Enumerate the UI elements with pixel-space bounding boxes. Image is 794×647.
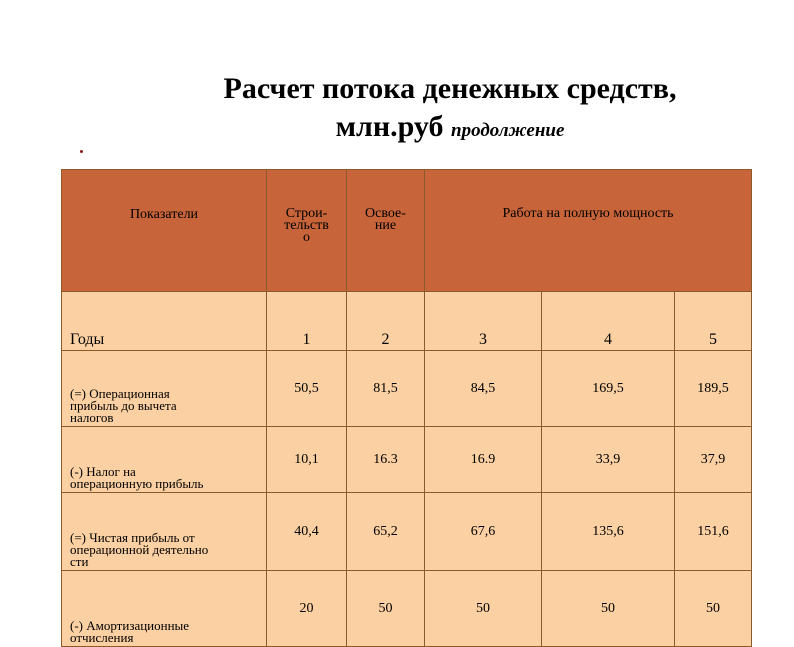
year-cell: 4	[542, 292, 675, 351]
year-cell: 2	[347, 292, 425, 351]
value-cell: 50	[425, 571, 542, 647]
value-cell: 84,5	[425, 351, 542, 427]
slide-title-line2	[150, 110, 750, 148]
value-cell: 189,5	[675, 351, 752, 427]
table-row	[62, 493, 752, 571]
value-cell: 67,6	[425, 493, 542, 571]
row-label: (-) Налог на операционную прибыль	[62, 427, 267, 493]
header-development: Освое- ние	[347, 170, 425, 292]
table-row	[62, 571, 752, 647]
table-row	[62, 351, 752, 427]
year-cell: 5	[675, 292, 752, 351]
value-cell: 50	[347, 571, 425, 647]
slide-title: Расчет потока денежных средств,	[223, 72, 677, 105]
value-cell: 50	[675, 571, 752, 647]
years-label: Годы	[62, 292, 267, 351]
year-cell: 3	[425, 292, 542, 351]
value-cell: 16.9	[425, 427, 542, 493]
value-cell: 10,1	[267, 427, 347, 493]
header-row	[62, 170, 752, 292]
table-row	[62, 427, 752, 493]
header-full-capacity: Работа на полную мощность	[425, 170, 752, 292]
row-label: (=) Чистая прибыль от операционной деятельно сти	[62, 493, 267, 571]
header-indicators: Показатели	[62, 170, 267, 292]
value-cell: 37,9	[675, 427, 752, 493]
value-cell: 65,2	[347, 493, 425, 571]
value-cell: 151,6	[675, 493, 752, 571]
value-cell: 81,5	[347, 351, 425, 427]
title-suffix: продолжение	[451, 120, 565, 141]
header-construction: Строи- тельств о	[267, 170, 347, 292]
years-row	[62, 292, 752, 351]
row-label: (=) Операционная прибыль до вычета налогов	[62, 351, 267, 427]
value-cell: 40,4	[267, 493, 347, 571]
value-cell: 169,5	[542, 351, 675, 427]
value-cell: 50	[542, 571, 675, 647]
row-label: (-) Амортизационные отчисления	[62, 571, 267, 647]
bullet-dot	[80, 150, 83, 153]
value-cell: 135,6	[542, 493, 675, 571]
year-cell: 1	[267, 292, 347, 351]
value-cell: 33,9	[542, 427, 675, 493]
value-cell: 16.3	[347, 427, 425, 493]
value-cell: 50,5	[267, 351, 347, 427]
cash-flow-table	[61, 169, 752, 647]
title-unit: млн.руб	[335, 110, 444, 143]
value-cell: 20	[267, 571, 347, 647]
